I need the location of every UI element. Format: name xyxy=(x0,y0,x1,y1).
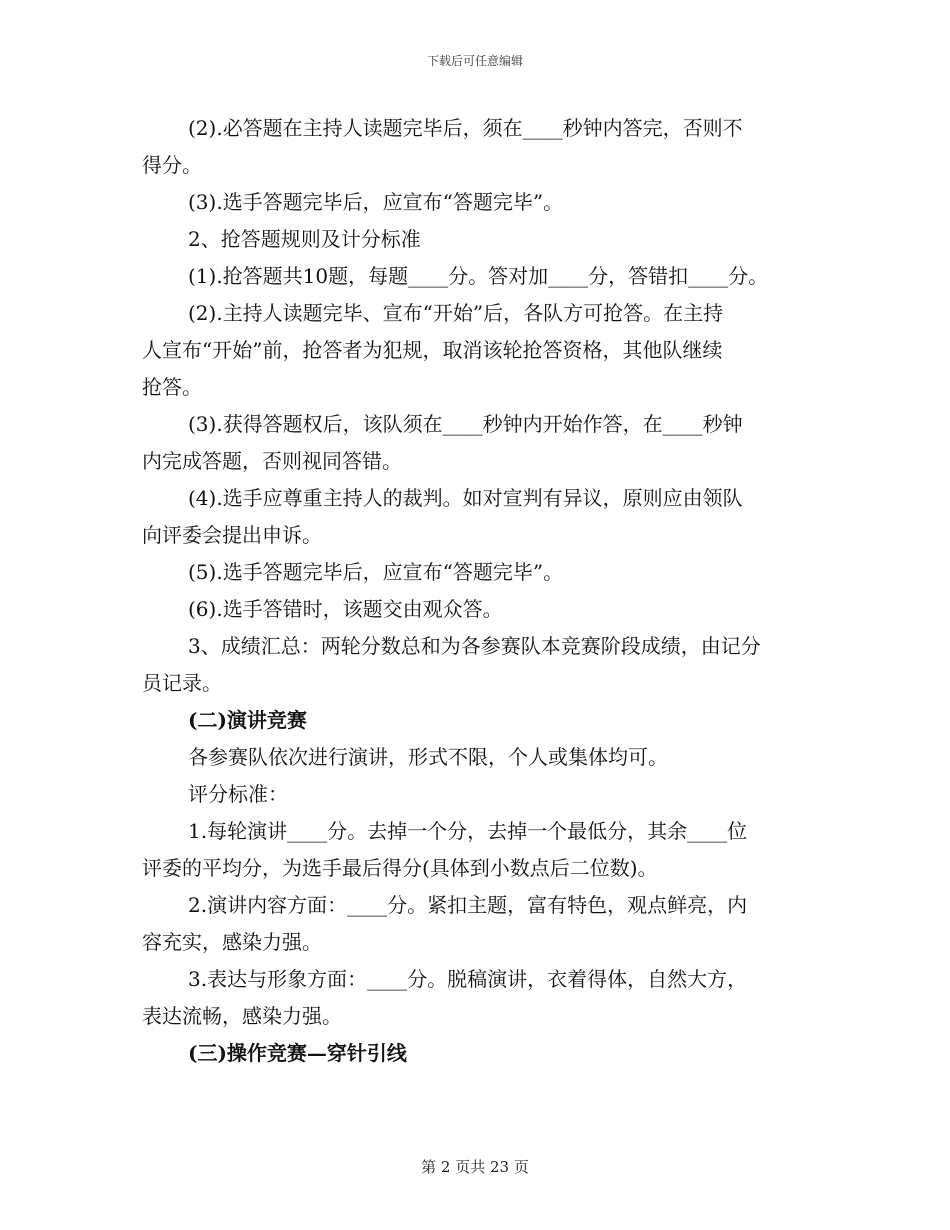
section-heading: (二)演讲竞赛 xyxy=(188,708,307,732)
page-footer: 第 2 页共 23 页 xyxy=(421,1158,529,1176)
text-line: 1.每轮演讲____分。去掉一个分，去掉一个最低分，其余____位 xyxy=(188,819,748,843)
text-line: 3.表达与形象方面：____分。脱稿演讲，衣着得体，自然大方， xyxy=(188,967,748,991)
section-heading: (三)操作竞赛—穿针引线 xyxy=(188,1041,407,1065)
section-heading: 2、抢答题规则及计分标准 xyxy=(188,227,421,251)
text-line: 人宣布“开始”前，抢答者为犯规，取消该轮抢答资格，其他队继续 xyxy=(142,338,723,362)
text-line: 评分标准： xyxy=(188,782,288,806)
text-line: 员记录。 xyxy=(142,671,222,695)
text-line: (3).获得答题权后，该队须在____秒钟内开始作答，在____秒钟 xyxy=(188,412,743,436)
text-line: 向评委会提出申诉。 xyxy=(142,523,322,547)
text-line: 得分。 xyxy=(142,153,202,177)
text-line: 2.演讲内容方面：____分。紧扣主题，富有特色，观点鲜亮，内 xyxy=(188,893,748,917)
text-line: 表达流畅，感染力强。 xyxy=(142,1004,342,1028)
text-line: (4).选手应尊重主持人的裁判。如对宣判有异议，原则应由领队 xyxy=(188,486,743,510)
text-line: 容充实，感染力强。 xyxy=(142,930,322,954)
text-line: 内完成答题，否则视同答错。 xyxy=(142,449,402,473)
page-header: 下载后可任意编辑 xyxy=(426,54,523,68)
text-line: (6).选手答错时，该题交由观众答。 xyxy=(188,597,503,621)
text-line: (3).选手答题完毕后，应宣布“答题完毕”。 xyxy=(188,190,564,214)
document-body xyxy=(142,110,810,1072)
text-line: 3、成绩汇总：两轮分数总和为各参赛队本竞赛阶段成绩，由记分 xyxy=(188,634,761,658)
text-line: 评委的平均分，为选手最后得分(具体到小数点后二位数)。 xyxy=(142,856,658,880)
text-line: 抢答。 xyxy=(142,375,202,399)
text-line: (1).抢答题共10题，每题____分。答对加____分，答错扣____分。 xyxy=(188,264,769,288)
text-line: 各参赛队依次进行演讲，形式不限，个人或集体均可。 xyxy=(188,745,668,769)
text-line: (2).必答题在主持人读题完毕后，须在____秒钟内答完，否则不 xyxy=(188,116,743,140)
text-line: (5).选手答题完毕后，应宣布“答题完毕”。 xyxy=(188,560,564,584)
text-line: (2).主持人读题完毕、宣布“开始”后，各队方可抢答。在主持 xyxy=(188,301,724,325)
